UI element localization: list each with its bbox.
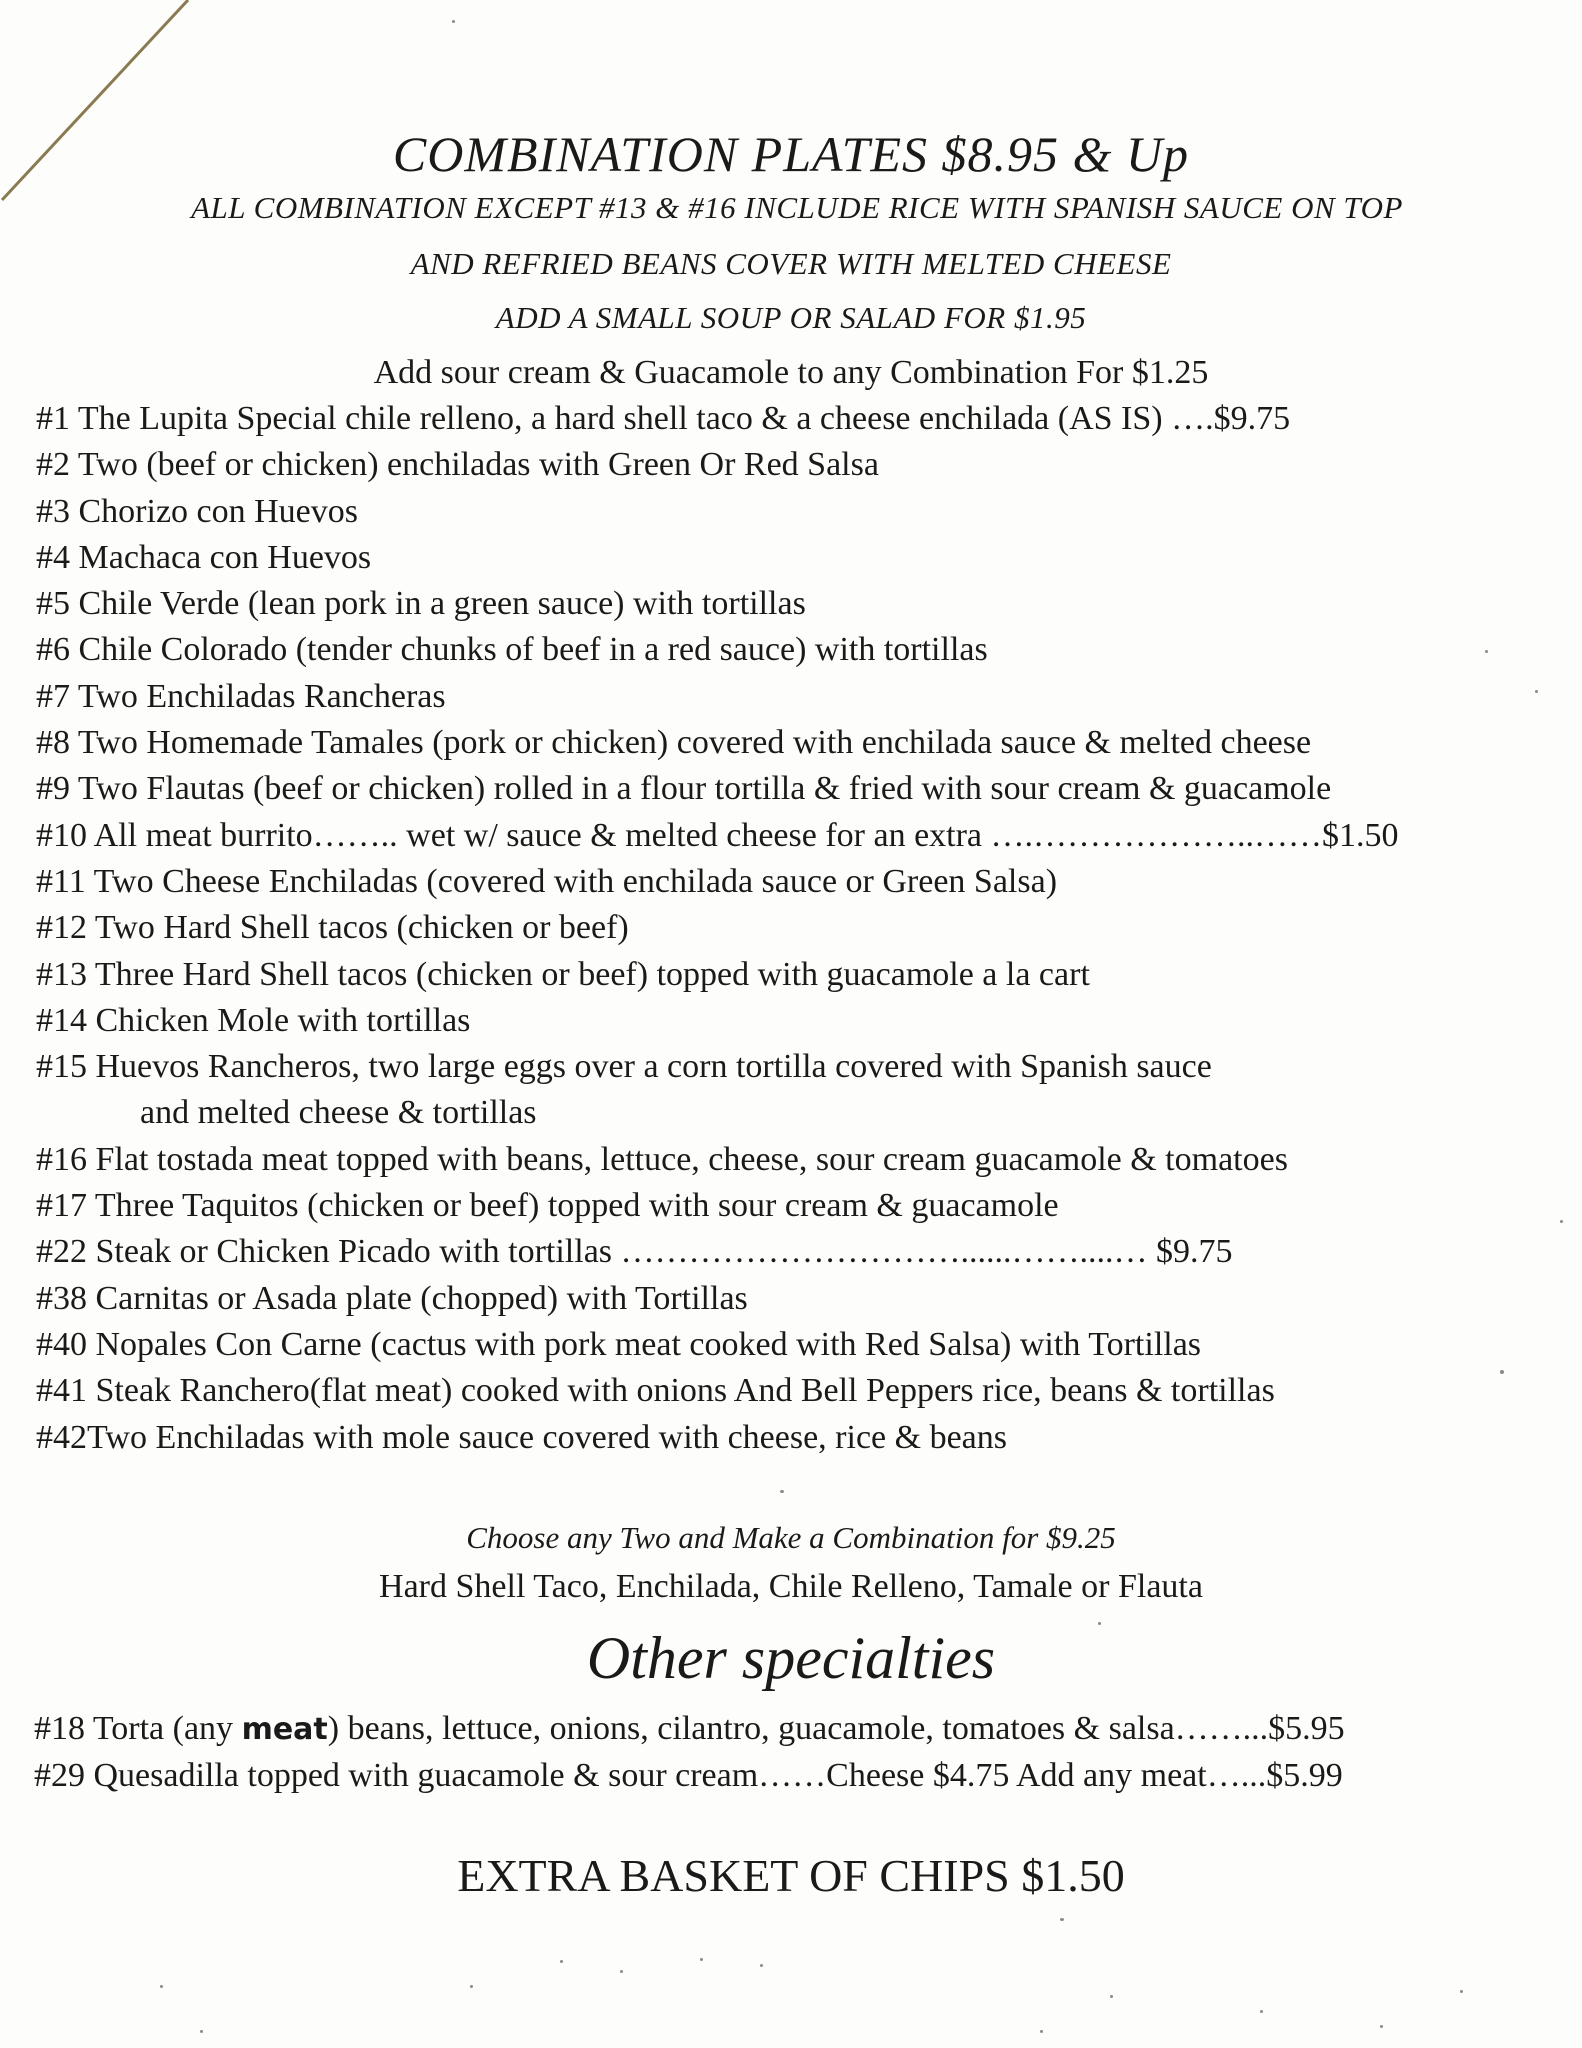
menu-item-9: #9 Two Flautas (beef or chicken) rolled in a flour tortilla & fried with sour cream & guacamole	[36, 770, 1332, 808]
menu-item-15-continuation: and melted cheese & tortillas	[140, 1094, 537, 1132]
combination-note-line2: AND REFRIED BEANS COVER WITH MELTED CHEESE	[410, 246, 1172, 281]
combination-note-line1: ALL COMBINATION EXCEPT #13 & #16 INCLUDE RICE WITH SPANISH SAUCE ON TOP	[191, 190, 1403, 225]
menu-item-29-quesadilla: #29 Quesadilla topped with guacamole & sour cream……Cheese $4.75 Add any meat…...$5.99	[34, 1757, 1343, 1794]
menu-item-11: #11 Two Cheese Enchiladas (covered with enchilada sauce or Green Salsa)	[36, 862, 1058, 900]
menu-item-10: #10 All meat burrito…….. wet w/ sauce & melted cheese for an extra ….………………..……$1.50	[36, 816, 1399, 854]
menu-item-13: #13 Three Hard Shell tacos (chicken or beef) topped with guacamole a la cart	[36, 955, 1090, 993]
menu-item-38: #38 Carnitas or Asada plate (chopped) with Tortillas	[36, 1279, 748, 1317]
menu-item-3: #3 Chorizo con Huevos	[36, 492, 359, 530]
choose-two-combination-title: Choose any Two and Make a Combination for $9.25	[466, 1520, 1116, 1555]
menu-item-8: #8 Two Homemade Tamales (pork or chicken) covered with enchilada sauce & melted cheese	[36, 724, 1312, 762]
menu-item-16: #16 Flat tostada meat topped with beans, lettuce, cheese, sour cream guacamole & tomatoes	[36, 1140, 1288, 1178]
choose-two-options: Hard Shell Taco, Enchilada, Chile Relleno, Tamale or Flauta	[379, 1568, 1203, 1605]
other-specialties-list	[34, 1706, 1544, 1799]
menu-item-2: #2 Two (beef or chicken) enchiladas with Green Or Red Salsa	[36, 446, 879, 484]
menu-item-4: #4 Machaca con Huevos	[36, 538, 372, 576]
menu-item-14: #14 Chicken Mole with tortillas	[36, 1001, 471, 1039]
menu-item-1: #1 The Lupita Special chile relleno, a hard shell taco & a cheese enchilada (AS IS) ….$9.75	[36, 400, 1291, 437]
menu-item-15: #15 Huevos Rancheros, two large eggs over a corn tortilla covered with Spanish sauce and melted cheese & tortillas	[36, 1044, 1546, 1137]
menu-item-17: #17 Three Taquitos (chicken or beef) topped with sour cream & guacamole	[36, 1187, 1059, 1225]
extra-chips-basket: EXTRA BASKET OF CHIPS $1.50	[457, 1850, 1125, 1901]
menu-item-22: #22 Steak or Chicken Picado with tortillas …………………………......……....… $9.75	[36, 1233, 1233, 1271]
combination-plates-title: COMBINATION PLATES $8.95 & Up	[392, 126, 1190, 182]
menu-item-40: #40 Nopales Con Carne (cactus with pork meat cooked with Red Salsa) with Tortillas	[36, 1325, 1202, 1363]
other-specialties-title: Other specialties	[586, 1625, 996, 1691]
combination-items-list	[36, 396, 1546, 1461]
menu-item-12: #12 Two Hard Shell tacos (chicken or beef)	[36, 909, 629, 947]
menu-item-41: #41 Steak Ranchero(flat meat) cooked with onions And Bell Peppers rice, beans & tortillas	[36, 1372, 1275, 1410]
menu-item-6: #6 Chile Colorado (tender chunks of beef in a red sauce) with tortillas	[36, 631, 988, 669]
menu-item-42: #42Two Enchiladas with mole sauce covered with cheese, rice & beans	[36, 1418, 1007, 1456]
menu-item-7: #7 Two Enchiladas Rancheras	[36, 677, 446, 715]
handwritten-meat-word: meat	[241, 1712, 328, 1747]
sour-cream-guacamole-note: Add sour cream & Guacamole to any Combination For $1.25	[373, 354, 1209, 391]
menu-item-18-torta: #18 Torta (any meat) beans, lettuce, onions, cilantro, guacamole, tomatoes & salsa……...$5.95	[34, 1710, 1345, 1747]
menu-item-5: #5 Chile Verde (lean pork in a green sauce) with tortillas	[36, 585, 806, 623]
soup-salad-note: ADD A SMALL SOUP OR SALAD FOR $1.95	[495, 300, 1087, 335]
